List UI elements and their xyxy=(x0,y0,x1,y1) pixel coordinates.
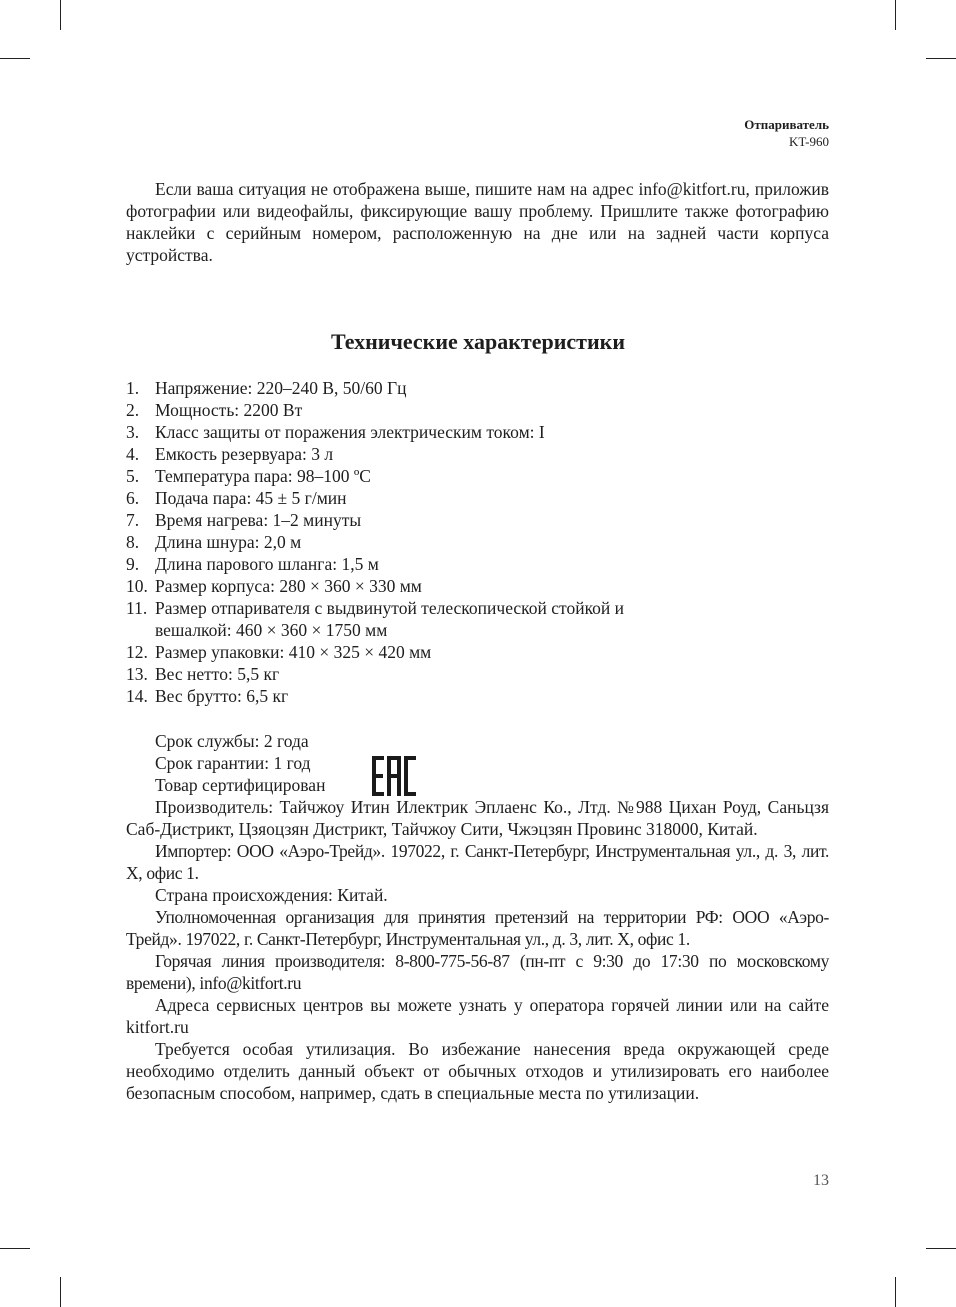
spec-text: Класс защиты от поражения электрическим током: I xyxy=(155,422,545,442)
spec-item xyxy=(126,465,829,487)
spec-number: 9. xyxy=(126,554,140,574)
warranty: Срок гарантии: 1 год xyxy=(155,753,311,773)
eac-mark-icon xyxy=(372,756,416,796)
spec-number: 8. xyxy=(126,532,140,552)
spec-item xyxy=(126,421,829,443)
header-title: Отпариватель xyxy=(744,117,829,132)
spec-item xyxy=(126,531,829,553)
crop-mark xyxy=(60,1277,61,1307)
spec-item xyxy=(126,575,829,597)
spec-number: 4. xyxy=(126,444,140,464)
certified-row xyxy=(126,774,829,796)
spec-text: Время нагрева: 1–2 минуты xyxy=(155,510,362,530)
crop-mark xyxy=(895,0,896,30)
hotline: Горячая линия производителя: 8-800-775-56-87 (пн-пт с 9:30 до 17:30 по московскому времени), info@kitfort.ru xyxy=(126,951,829,993)
spec-text: Емкость резервуара: 3 л xyxy=(155,444,334,464)
spec-item xyxy=(126,487,829,509)
origin: Страна происхождения: Китай. xyxy=(155,885,388,905)
crop-mark xyxy=(0,58,30,59)
service-centers: Адреса сервисных центров вы можете узнать у оператора горячей линии или на сайте kitfort.ru xyxy=(126,995,829,1037)
spec-text: Размер упаковки: 410 × 325 × 420 мм xyxy=(155,642,432,662)
spec-item xyxy=(126,663,829,685)
spec-text: Мощность: 2200 Вт xyxy=(155,400,303,420)
spec-text: Вес нетто: 5,5 кг xyxy=(155,664,280,684)
running-header xyxy=(744,116,829,150)
spec-item xyxy=(126,399,829,421)
spec-text: Длина шнура: 2,0 м xyxy=(155,532,302,552)
section-title: Технические характеристики xyxy=(330,329,626,354)
spec-item xyxy=(126,597,829,641)
spec-text: Размер отпаривателя с выдвинутой телескопической стойкой и вешалкой: 460 × 360 × 1750 мм xyxy=(155,598,625,640)
page-number: 13 xyxy=(813,1172,829,1189)
spec-item xyxy=(126,377,829,399)
spec-number: 2. xyxy=(126,400,140,420)
intro-paragraph xyxy=(126,178,829,266)
crop-mark xyxy=(60,0,61,30)
crop-mark xyxy=(895,1277,896,1307)
crop-mark xyxy=(926,1248,956,1249)
disposal: Требуется особая утилизация. Во избежание нанесения вреда окружающей среде необходимо отделить данный объект от обычных отходов и утилизировать его наиболее безопасным способом, например, сдать в специальные места по утилизации. xyxy=(126,1039,829,1103)
importer: Импортер: ООО «Аэро-Трейд». 197022, г. Санкт-Петербург, Инструментальная ул., д. 3, лит. Х, офис 1. xyxy=(126,841,829,883)
manufacturer: Производитель: Тайчжоу Итин Илектрик Эплаенс Ко., Лтд. №988 Цихан Роуд, Саньцзя Саб-Дистрикт, Цзяоцзян Дистрикт, Тайчжоу Сити, Чжэцзян Провинс 318000, Китай. xyxy=(126,797,829,839)
spec-number: 13. xyxy=(126,664,148,684)
spec-item xyxy=(126,509,829,531)
intro-text: Если ваша ситуация не отображена выше, пишите нам на адрес info@kitfort.ru, приложив фотографии или видеофайлы, фиксирующие вашу проблему. Пришлите также фотографию наклейки с серийным номером, расположенную на дне или на задней части корпуса устройства. xyxy=(126,179,829,265)
spec-text: Подача пара: 45 ± 5 г/мин xyxy=(155,488,347,508)
authorized-organization: Уполномоченная организация для принятия претензий на территории РФ: ООО «Аэро-Трейд». 197022, г. Санкт-Петербург, Инструментальная ул., д. 3, лит. Х, офис 1. xyxy=(126,907,829,949)
spec-item xyxy=(126,553,829,575)
info-block xyxy=(126,730,829,1104)
spec-text: Вес брутто: 6,5 кг xyxy=(155,686,289,706)
spec-number: 1. xyxy=(126,378,140,398)
spec-number: 11. xyxy=(126,598,148,618)
spec-number: 6. xyxy=(126,488,140,508)
spec-number: 12. xyxy=(126,642,148,662)
specs-list xyxy=(126,377,829,707)
spec-number: 10. xyxy=(126,576,148,596)
spec-text: Напряжение: 220–240 В, 50/60 Гц xyxy=(155,378,407,398)
service-life: Срок службы: 2 года xyxy=(155,731,309,751)
crop-mark xyxy=(926,58,956,59)
spec-number: 3. xyxy=(126,422,140,442)
spec-item xyxy=(126,443,829,465)
spec-text: Размер корпуса: 280 × 360 × 330 мм xyxy=(155,576,422,596)
spec-item xyxy=(126,685,829,707)
spec-number: 7. xyxy=(126,510,140,530)
header-model: KT-960 xyxy=(789,134,829,149)
spec-item xyxy=(126,641,829,663)
certified-text: Товар сертифицирован xyxy=(155,775,326,795)
spec-number: 14. xyxy=(126,686,148,706)
spec-number: 5. xyxy=(126,466,140,486)
spec-text: Температура пара: 98–100 ºС xyxy=(155,466,371,486)
crop-mark xyxy=(0,1248,30,1249)
spec-text: Длина парового шланга: 1,5 м xyxy=(155,554,379,574)
